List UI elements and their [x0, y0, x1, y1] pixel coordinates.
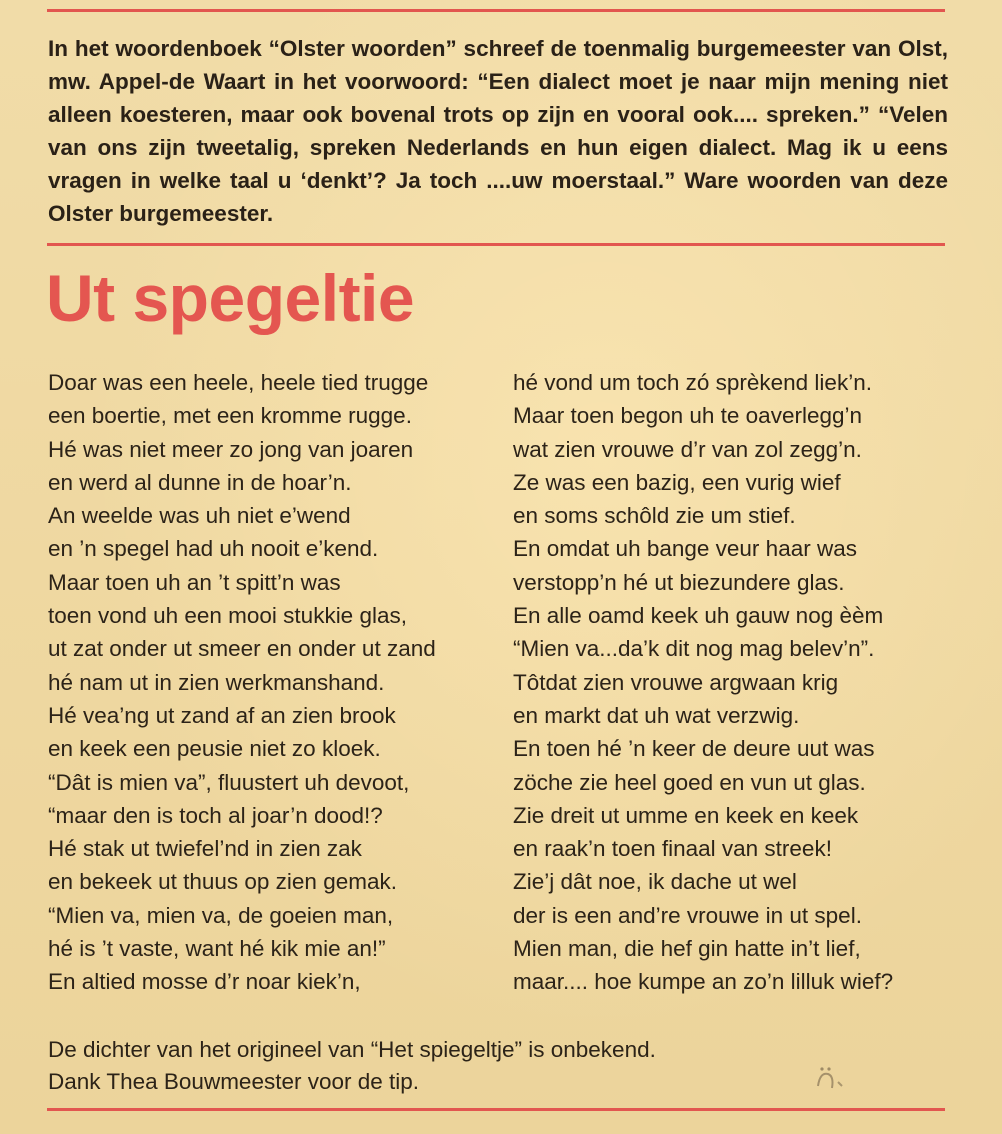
poem-line: An weelde was uh niet e’wend [48, 503, 351, 529]
poem-line: en bekeek ut thuus op zien gemak. [48, 869, 397, 895]
poem-line: Maar toen begon uh te oaverlegg’n [513, 403, 863, 429]
poem-line: ut zat onder ut smeer en onder ut zand [48, 636, 436, 662]
footer-credit-line: De dichter van het origineel van “Het spiegeltje” is onbekend. [48, 1037, 656, 1062]
intro-block [48, 32, 948, 230]
poem-line: “Mien va...da’k dit nog mag belev’n”. [513, 636, 875, 662]
poem-line: “Mien va, mien va, de goeien man, [48, 902, 394, 928]
poem-line: en raak’n toen finaal van streek! [513, 836, 832, 862]
poem-line: en keek een peusie niet zo kloek. [48, 736, 381, 762]
poem-line: en werd al dunne in de hoar’n. [48, 469, 352, 495]
poem-line: En omdat uh bange veur haar was [513, 536, 857, 562]
poem-line: Hé was niet meer zo jong van joaren [48, 436, 414, 462]
poem-line: zöche zie heel goed en vun ut glas. [513, 769, 866, 795]
top-rule [47, 9, 945, 12]
poem-line: Mien man, die hef gin hatte in’t lief, [513, 936, 861, 962]
bottom-rule [47, 1108, 945, 1111]
poem-line: hé vond um toch zó sprèkend liek’n. [513, 370, 872, 395]
poem-line: Maar toen uh an ’t spitt’n was [48, 569, 341, 595]
footer-thanks-line: Dank Thea Bouwmeester voor de tip. [48, 1069, 420, 1094]
poem-line: der is een and’re vrouwe in ut spel. [513, 902, 862, 928]
poem-line: en soms schôld zie um stief. [513, 503, 796, 529]
poem-column-right [513, 366, 973, 999]
poem-line: verstopp’n hé ut biezundere glas. [513, 569, 845, 595]
poem-line: hé is ’t vaste, want hé kik mie an!” [48, 936, 386, 962]
poem-line: hé nam ut in zien werkmanshand. [48, 669, 385, 695]
poem-line: Hé vea’ng ut zand af an zien brook [48, 702, 396, 728]
printer-mark-icon [812, 1064, 852, 1094]
poem-line: toen vond uh een mooi stukkie glas, [48, 603, 407, 629]
poem-line: “Dât is mien va”, fluustert uh devoot, [48, 769, 410, 795]
poem-line: Ze was een bazig, een vurig wief [513, 469, 841, 495]
poem-line: “maar den is toch al joar’n dood!? [48, 802, 383, 828]
poem-line: en ’n spegel had uh nooit e’kend. [48, 536, 379, 562]
poem-column-left [48, 366, 508, 999]
poem-line: En alle oamd keek uh gauw nog èèm [513, 603, 884, 629]
poem-line: maar.... hoe kumpe an zo’n lilluk wief? [513, 969, 894, 995]
poem-line: een boertie, met een kromme rugge. [48, 403, 412, 429]
poem-line: Doar was een heele, heele tied trugge [48, 370, 429, 395]
poem-line: Hé stak ut twiefel’nd in zien zak [48, 836, 362, 862]
poem-line: En altied mosse d’r noar kiek’n, [48, 969, 361, 995]
section-rule [47, 243, 945, 246]
intro-paragraph: In het woordenboek “Olster woorden” schreef de toenmalig burgemeester van Olst, mw. Appel-de Waart in het voorwoord: “Een dialect moet je naar mijn mening niet alleen koesteren, maar ook bovenal trots op zijn en vooral ook.... spreken.” “Velen van ons zijn tweetalig, spreken Nederlands en hun eigen dialect. Mag ik u eens vragen in welke taal u ‘denkt’? Ja toch ....uw moerstaal.” Ware woorden van deze Olster burgemeester. [48, 36, 948, 226]
poem-line: Zie’j dât noe, ik dache ut wel [513, 869, 797, 895]
poem-line: en markt dat uh wat verzwig. [513, 702, 800, 728]
poem-line: En toen hé ’n keer de deure uut was [513, 736, 875, 762]
poem-line: Tôtdat zien vrouwe argwaan krig [513, 669, 839, 695]
poem-line: wat zien vrouwe d’r van zol zegg’n. [513, 436, 862, 462]
poem-line: Zie dreit ut umme en keek en keek [513, 802, 859, 828]
poem-title: Ut spegeltie [46, 261, 415, 335]
